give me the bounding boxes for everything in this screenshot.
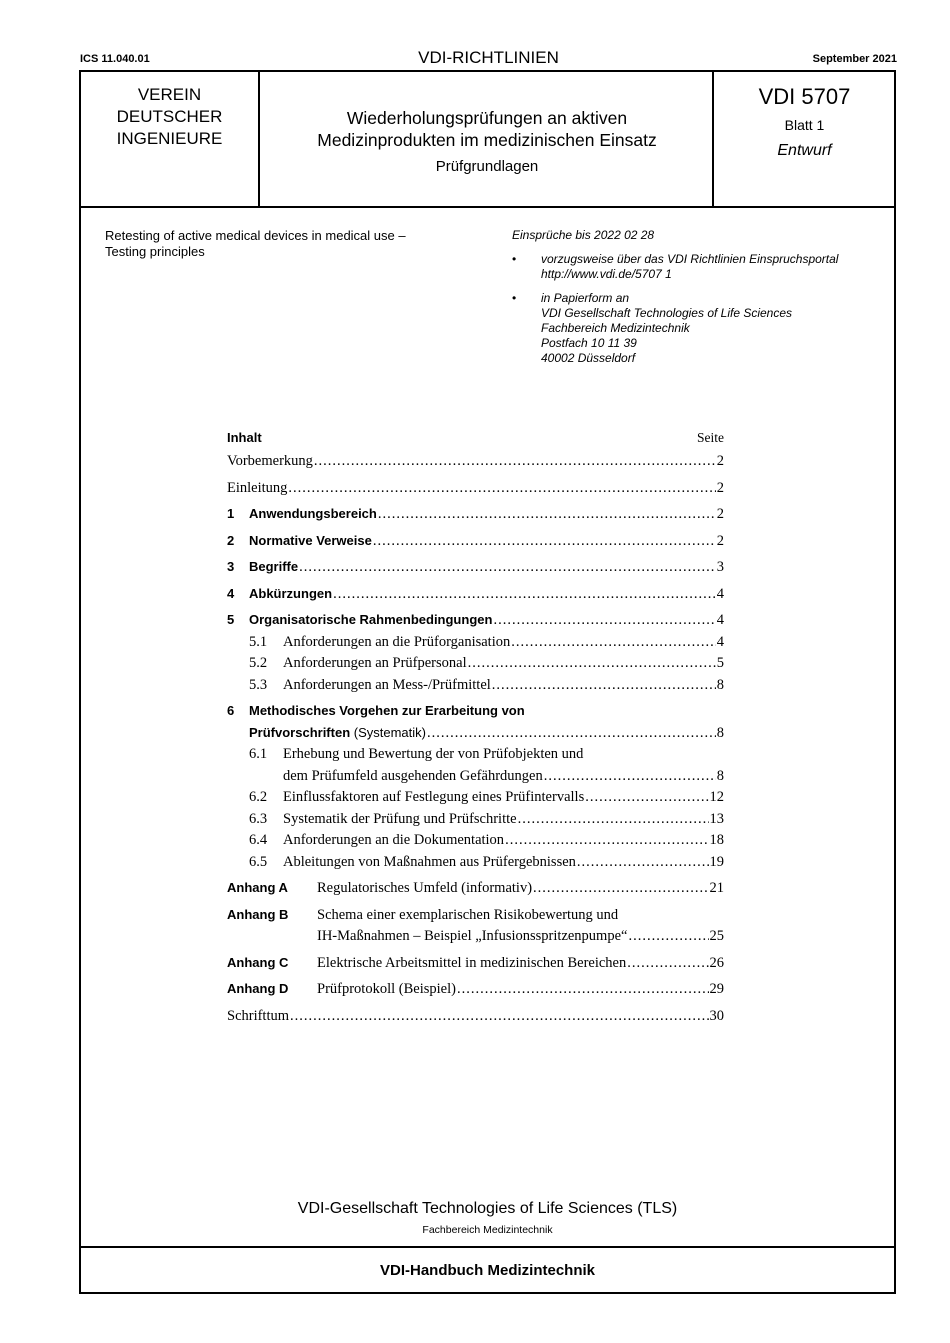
toc-number: 5.3 — [249, 676, 268, 693]
toc-number: 6.1 — [249, 746, 268, 762]
toc-page: 19 — [709, 853, 724, 870]
toc-leader — [544, 768, 716, 785]
series-title: VDI-RICHTLINIEN — [418, 48, 559, 67]
toc-page: 30 — [709, 1007, 724, 1024]
division-name: Fachbereich Medizintechnik — [422, 1224, 553, 1236]
toc-page: 3 — [716, 559, 724, 575]
toc-page: 8 — [716, 724, 724, 741]
toc-leader — [378, 506, 716, 523]
toc-annex-label: Anhang C — [227, 954, 289, 970]
toc-page: 21 — [709, 880, 724, 896]
toc-header — [227, 430, 724, 446]
toc-number: 4 — [227, 585, 235, 601]
toc-leader — [577, 854, 709, 871]
toc-number: 6.3 — [249, 810, 268, 827]
toc-leader — [427, 725, 716, 742]
toc-title: Regulatorisches Umfeld (informativ) — [317, 880, 533, 896]
toc-page: 13 — [709, 810, 724, 827]
toc-page: 2 — [716, 506, 724, 522]
society-name: VDI-Gesellschaft Technologies of Life Sciences (TLS) — [297, 1200, 678, 1217]
toc-leader — [457, 981, 709, 998]
toc-entry-5-2[interactable] — [227, 655, 724, 677]
toc-leader — [333, 586, 716, 603]
toc-page: 5 — [716, 655, 724, 671]
org-line: DEUTSCHER — [116, 107, 223, 126]
toc-annex-label: Anhang D — [227, 981, 289, 996]
toc-leader — [288, 480, 715, 497]
toc-page: 26 — [709, 954, 724, 971]
toc-title: Anforderungen an Mess-/Prüfmittel — [283, 676, 491, 693]
toc-page: 4 — [716, 585, 724, 602]
toc-title: Prüfvorschriften — [249, 724, 351, 740]
toc-number: 2 — [227, 532, 235, 548]
draft-status: Entwurf — [777, 142, 832, 159]
english-title: Retesting of active medical devices in medical use – Testing principles — [105, 228, 406, 259]
header — [81, 72, 894, 208]
toc-title: Einflussfaktoren auf Festlegung eines Prüfintervalls — [283, 789, 585, 805]
toc-title: Systematik der Prüfung und Prüfschritte — [283, 810, 517, 827]
toc-entry-4[interactable] — [227, 586, 724, 608]
toc-entry-2[interactable] — [227, 533, 724, 555]
objections-block — [512, 228, 892, 375]
portal-link[interactable]: http://www.vdi.de/5707 1 — [541, 266, 672, 281]
toc-title-suffix: (Systematik) — [350, 724, 426, 740]
toc-number: 5 — [227, 612, 235, 627]
toc-entry-annex-c[interactable] — [227, 955, 724, 977]
objection-deadline: Einsprüche bis 2022 02 28 — [512, 228, 655, 242]
toc-entry-vorbemerkung[interactable] — [227, 453, 724, 475]
toc-leader — [314, 453, 716, 470]
toc-entry-6-5[interactable] — [227, 854, 724, 876]
toc-title: Begriffe — [249, 559, 299, 574]
toc-page: 8 — [716, 676, 724, 693]
toc-page: 2 — [716, 453, 724, 469]
toc-number: 5.1 — [249, 633, 268, 650]
toc-entry-6-1[interactable] — [227, 746, 724, 768]
org-line: VEREIN — [137, 85, 202, 104]
issue-date: September 2021 — [812, 53, 897, 65]
toc-number: 3 — [227, 559, 235, 574]
toc-entry-annex-b[interactable] — [227, 907, 724, 929]
address-line: VDI Gesellschaft Technologies of Life Sciences — [541, 306, 793, 321]
objection-option-paper — [512, 291, 892, 365]
toc-leader — [373, 533, 716, 550]
toc-number: 5.2 — [249, 655, 268, 671]
toc-title: Erhebung und Bewertung der von Prüfobjekten und — [283, 746, 584, 762]
sheet-number: Blatt 1 — [784, 117, 825, 133]
toc-entry-6[interactable] — [227, 703, 724, 725]
toc-title: Normative Verweise — [249, 532, 372, 548]
toc-entry-annex-d[interactable] — [227, 981, 724, 1003]
toc-annex-label: Anhang A — [227, 880, 288, 895]
toc-page-column: Seite — [697, 430, 724, 445]
objection-text: vorzugsweise über das VDI Richtlinien Einspruchsportal — [541, 251, 839, 266]
toc-number: 1 — [227, 506, 235, 521]
toc-title: Ableitungen von Maßnahmen aus Prüfergebnissen — [283, 853, 576, 870]
toc-entry-literature[interactable] — [227, 1008, 724, 1030]
document-title: Wiederholungsprüfungen an aktiven — [346, 108, 628, 128]
toc-number: 6.4 — [249, 832, 268, 848]
toc-title: Organisatorische Rahmenbedingungen — [249, 612, 493, 627]
document-frame — [79, 70, 896, 1294]
bullet-icon: • — [512, 291, 517, 306]
toc-page: 29 — [709, 981, 724, 997]
objection-option-portal — [512, 252, 892, 282]
toc-entry-5[interactable] — [227, 612, 724, 634]
document-number: VDI 5707 — [758, 84, 851, 109]
toc-title: Anforderungen an die Dokumentation — [283, 832, 505, 848]
address-line: 40002 Düsseldorf — [541, 350, 636, 365]
toc-title: Schema einer exemplarischen Risikobewertung und — [317, 906, 619, 923]
toc-leader — [492, 677, 716, 694]
toc-leader — [468, 655, 716, 672]
address-line: Postfach 10 11 39 — [541, 335, 637, 350]
toc-number: 6.5 — [249, 853, 268, 870]
toc-number: 6.2 — [249, 789, 268, 805]
toc-heading: Inhalt — [227, 430, 262, 445]
toc-title: IH-Maßnahmen – Beispiel „Infusionsspritzenpumpe“ — [317, 928, 628, 944]
toc-title: Schrifttum — [227, 1007, 290, 1024]
toc-title: Anforderungen an Prüfpersonal — [283, 655, 467, 671]
toc-annex-label: Anhang B — [227, 906, 289, 922]
toc-page: 18 — [709, 832, 724, 848]
toc-leader — [627, 955, 708, 972]
toc-leader — [299, 559, 716, 576]
toc-page: 2 — [716, 479, 724, 496]
toc-leader — [290, 1008, 708, 1025]
bullet-icon: • — [512, 251, 517, 266]
toc-title: Abkürzungen — [249, 585, 333, 601]
objection-text: in Papierform an — [541, 291, 630, 306]
toc-page: 8 — [716, 767, 724, 784]
toc-entry-6-2[interactable] — [227, 789, 724, 811]
top-bar — [80, 48, 897, 68]
toc-number: 6 — [227, 703, 235, 718]
title-box — [262, 72, 714, 206]
address-line: Fachbereich Medizintechnik — [541, 320, 690, 335]
toc-entry-3[interactable] — [227, 559, 724, 581]
toc-page: 4 — [716, 633, 724, 650]
toc-title: Vorbemerkung — [227, 453, 313, 469]
toc-page: 2 — [716, 532, 724, 549]
toc-title: Elektrische Arbeitsmittel in medizinischen Bereichen — [317, 954, 627, 971]
toc-entry-1[interactable] — [227, 506, 724, 528]
toc-leader — [493, 612, 715, 629]
handbook-footer: VDI-Handbuch Medizintechnik — [81, 1246, 894, 1294]
toc-entry-5-1[interactable] — [227, 634, 724, 656]
toc-title: Methodisches Vorgehen zur Erarbeitung von — [249, 703, 525, 718]
toc-title: Anwendungsbereich — [249, 506, 377, 521]
toc-leader — [511, 634, 716, 651]
toc-leader — [518, 811, 709, 828]
toc-title: Anforderungen an die Prüforganisation — [283, 633, 511, 650]
table-of-contents — [227, 430, 724, 1029]
toc-page: 12 — [709, 789, 724, 805]
document-title: Medizinprodukten im medizinischen Einsatz — [317, 130, 657, 150]
document-subtitle: Prüfgrundlagen — [435, 158, 539, 175]
toc-title: dem Prüfumfeld ausgehenden Gefährdungen — [283, 767, 543, 784]
toc-entry-5-3[interactable] — [227, 677, 724, 699]
toc-entry-annex-b-cont[interactable] — [227, 928, 724, 950]
toc-title: Prüfprotokoll (Beispiel) — [317, 981, 456, 997]
toc-entry-annex-a[interactable] — [227, 880, 724, 902]
toc-leader — [585, 789, 708, 806]
document-id-box — [715, 72, 894, 206]
toc-entry-einleitung[interactable] — [227, 480, 724, 502]
toc-entry-6-4[interactable] — [227, 832, 724, 854]
toc-leader — [628, 928, 708, 945]
org-line: INGENIEURE — [116, 129, 223, 148]
toc-leader — [533, 880, 708, 897]
ics-code: ICS 11.040.01 — [80, 53, 150, 65]
toc-leader — [505, 832, 708, 849]
toc-page: 25 — [709, 928, 724, 944]
toc-entry-6-3[interactable] — [227, 811, 724, 833]
toc-entry-6-1-cont[interactable] — [227, 768, 724, 790]
toc-entry-6-cont[interactable] — [227, 725, 724, 747]
toc-page: 4 — [716, 612, 724, 628]
vdi-logo — [81, 72, 260, 206]
toc-title: Einleitung — [227, 479, 288, 496]
